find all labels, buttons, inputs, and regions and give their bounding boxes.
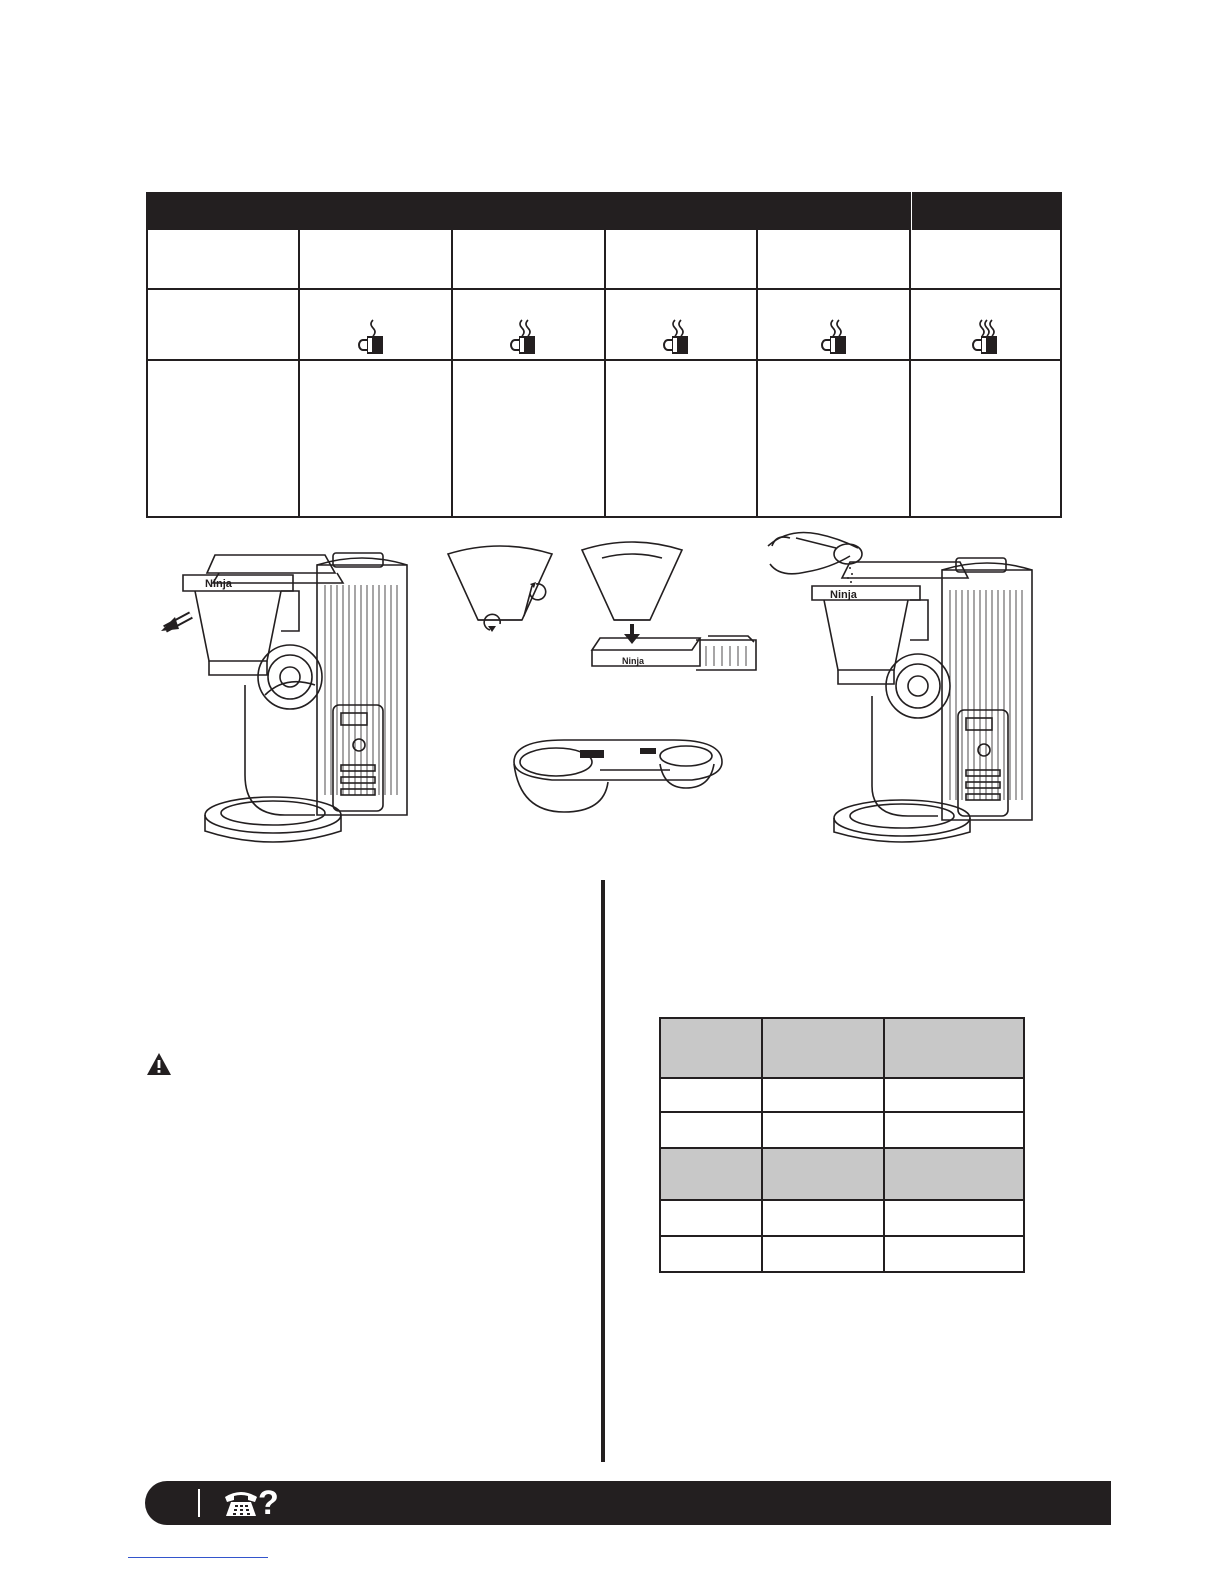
column-divider	[601, 880, 605, 1462]
table-header-cell	[146, 192, 298, 230]
phone-icon	[222, 1488, 260, 1518]
paper-filter-fold-illustration	[444, 540, 554, 640]
link-underline	[128, 1557, 268, 1558]
ground-coffee-table	[659, 1017, 1025, 1273]
svg-text:Ninja: Ninja	[205, 578, 232, 590]
footer-separator	[198, 1489, 200, 1517]
coffee-maker-basket-removal-illustration	[155, 545, 425, 845]
help-question-mark: ?	[258, 1484, 279, 1522]
table-header-cell	[912, 192, 1062, 230]
table-header-cell	[758, 192, 910, 230]
table-header-row	[659, 1147, 1025, 1201]
warning-icon	[146, 1052, 172, 1076]
svg-text:Ninja: Ninja	[622, 656, 645, 666]
coffee-mug-icon	[510, 318, 540, 356]
coffee-mug-icon	[821, 318, 851, 356]
filter-insert-illustration	[576, 540, 771, 680]
footer-bar	[145, 1481, 1111, 1525]
add-grounds-illustration	[760, 520, 1050, 845]
table-header-cell	[300, 192, 756, 230]
coffee-mug-icon	[972, 318, 1002, 356]
coffee-mug-icon	[663, 318, 693, 356]
brew-options-table	[146, 192, 1062, 518]
measuring-scoop-illustration	[508, 728, 726, 818]
svg-text:Ninja: Ninja	[830, 589, 857, 601]
coffee-mug-icon	[358, 318, 388, 356]
table-header-row	[659, 1017, 1025, 1079]
